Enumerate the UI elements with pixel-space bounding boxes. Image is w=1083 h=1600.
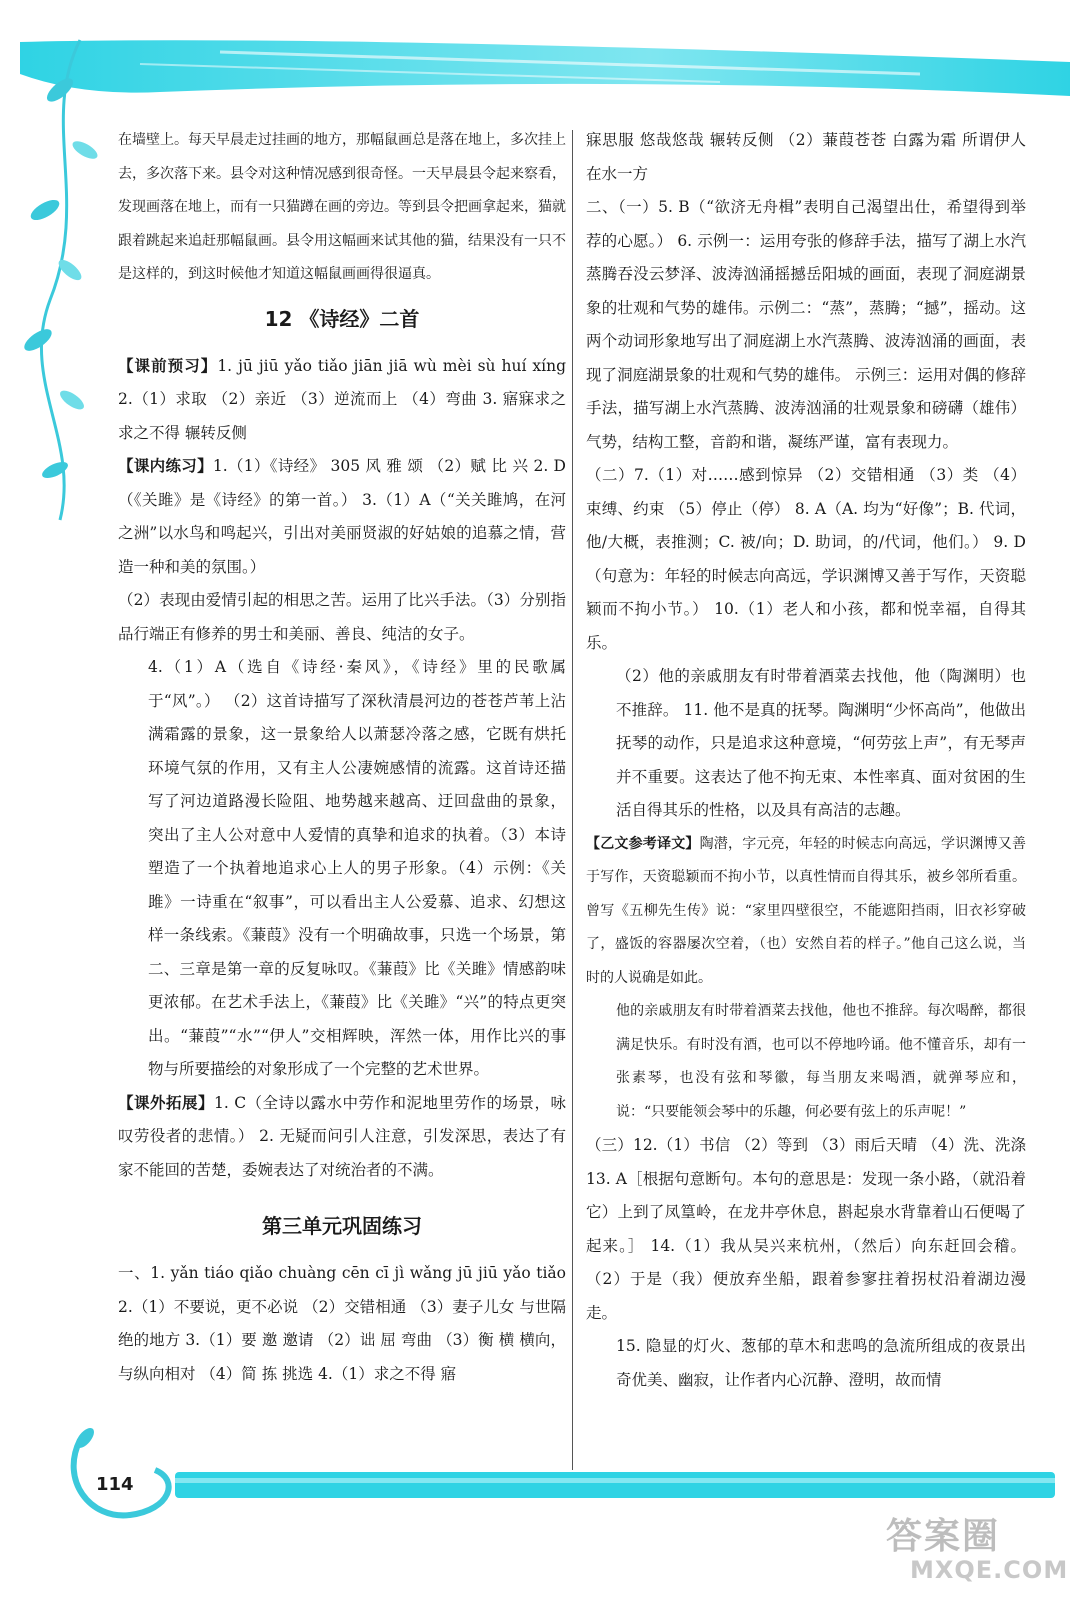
right-text-1: 寐思服 悠哉悠哉 辗转反侧 （2）蒹葭苍苍 白露为霜 所谓伊人 在水一方 xyxy=(586,131,1026,183)
watermark-logo xyxy=(880,1508,1070,1593)
left-column xyxy=(118,124,566,1391)
right-text-4: （2）他的亲戚朋友有时带着酒菜去找他，他（陶渊明）也不推辞。 11. 他不是真的抚琴。陶渊明“少怀高尚”，他做出抚琴的动作，只是追求这种意境，“何劳弦上声”，有无琴声并不重要。这表达了他不拘无束、本性率真、面对贫困的生活自得其乐的性格，以及具有高洁的志趣。 xyxy=(616,667,1026,819)
translation-tag: 【乙文参考译文】 xyxy=(586,835,700,852)
extension-text: 1. C（全诗以露水中劳作和泥地里劳作的场景，咏叹劳役者的悲情。） 2. 无疑而问引人注意，引发深思，表达了有家不能回的苦楚，委婉表达了对统治者的不满。 xyxy=(118,1093,566,1179)
unit-text: 一、1. yǎn tiáo qiǎo chuàng cēn cī jì wǎng jū jiū yǎo tiǎo 2.（1）不要说，更不必说 （2）交错相通 （3）妻子儿女 与世隔绝的地方 3.（1）要 邀 邀请 （2）诎 屈 弯曲 （3）衡 横 横向，与纵向相对 （4）简 拣 挑选 4.（1）求之不得 寤 xyxy=(118,1264,566,1383)
in-class-text-3: 4.（1）A（选自《诗经·秦风》，《诗经》里的民歌属于“风”。） （2）这首诗描写了深秋清晨河边的苍苍芦苇上沾满霜露的景象，这一景象给人以萧瑟冷落之感，它既有烘托环境气氛的作用，又有主人公凄婉感情的流露。这首诗还描写了河边道路漫长险阻、地势越来越高、迂回盘曲的景象，突出了主人公对意中人爱情的真挚和追求的执着。（3）本诗塑造了一个执着地追求心上人的男子形象。（4）示例：《关雎》一诗重在“叙事”，可以看出主人公爱慕、追求、幻想这样一条线索。《蒹葭》没有一个明确故事，只选一个场景，第二、三章是第一章的反复咏叹。《蒹葭》比《关雎》情感韵味更浓郁。在艺术手法上，《蒹葭》比《关雎》“兴”的特点更突出。“蒹葭”“水”“伊人”交相辉映，浑然一体，用作比兴的事物与所要描绘的对象形成了一个完整的艺术世界。 xyxy=(148,658,566,1078)
top-decorative-band xyxy=(20,34,1070,106)
unit-title: 第三单元巩固练习 xyxy=(262,1214,422,1238)
extension-tag: 【课外拓展】 xyxy=(118,1093,214,1112)
right-text-6: 15. 隐显的灯火、葱郁的草木和悲鸣的急流所组成的夜景出奇优美、幽寂，让作者内心沉静、澄明，故而情 xyxy=(616,1337,1026,1389)
column-divider xyxy=(572,130,573,1470)
page-number: 114 xyxy=(96,1474,134,1495)
vine-decoration xyxy=(0,0,120,560)
right-text-3: （二）7.（1）对……感到惊异 （2）交错相通 （3）类 （4）束缚、约束 （5）停止（停） 8. A（A. 均为“好像”；B. 代词，他/大概，表推测；C. 被/向；D. 助词，的/代词，他们。） 9. D（句意为：年轻的时候志向高远，学识渊博又善于写作，天资聪颖而不拘小节。） 10.（1）老人和小孩，都和悦幸福，自得其乐。 xyxy=(586,466,1026,652)
translation-text: 陶潜，字元亮，年轻的时候志向高远，学识渊博又善于写作，天资聪颖而不拘小节，以真性情而自得其乐，被乡邻所看重。曾写《五柳先生传》说：“家里四壁很空，不能遮阳挡雨，旧衣衫穿破了，盛饭的容器屡次空着，（也）安然自若的样子。”他自己这么说，当时的人说确是如此。 xyxy=(586,835,1027,986)
pre-study-text: 1. jū jiū yǎo tiǎo jiān jiā wù mèi sù huí xíng 2.（1）求取 （2）亲近 （3）逆流而上 （4）弯曲 3. 寤寐求之 求之不得 辗转反侧 xyxy=(118,356,566,442)
in-class-tag: 【课内练习】 xyxy=(118,457,213,475)
in-class-text: 1.（1）《诗经》 305 风 雅 颂 （2）赋 比 兴 2. D（《关雎》是《诗经》的第一首。） 3.（1）A（“关关雎鸠，在河之洲”以水鸟和鸣起兴，引出对美丽贤淑的好姑娘的追慕之情，营造一种和美的氛围。） xyxy=(118,457,566,576)
intro-paragraph: 在墙壁上。每天早晨走过挂画的地方，那幅鼠画总是落在地上，多次挂上去，多次落下来。县令对这种情况感到很奇怪。一天早晨县令起来察看，发现画落在地上，而有一只猫蹲在画的旁边。等到县令把画拿起来，猫就跟着跳起来追赶那幅鼠画。县令用这幅画来试其他的猫，结果没有一只不是这样的，到这时候他才知道这幅鼠画画得很逼真。 xyxy=(118,132,566,282)
pre-study-tag: 【课前预习】 xyxy=(118,356,218,375)
right-text-5: （三）12.（1）书信 （2）等到 （3）雨后天晴 （4）洗、洗涤 13. A［根据句意断句。本句的意思是：发现一条小路，（就沿着它）上到了凤篁岭，在龙井亭休息，斟起泉水背靠着山石便喝了起来。］ 14.（1）我从吴兴来杭州，（然后）向东赶回会稽。 （2）于是（我）便放弃坐船，跟着参寥拄着拐杖沿着湖边漫走。 xyxy=(586,1136,1026,1322)
lesson-title: 12 《诗经》二首 xyxy=(264,306,420,331)
in-class-text-2: （2）表现由爱情引起的相思之苦。运用了比兴手法。（3）分别指品行端正有修养的男士和美丽、善良、纯洁的女子。 xyxy=(118,591,566,643)
watermark-main-text: 答案圈 xyxy=(886,1516,1001,1557)
watermark-url-text: MXQE.COM xyxy=(910,1556,1069,1584)
footer-decorative-band xyxy=(175,1466,1055,1504)
right-column xyxy=(586,124,1026,1397)
translation-text-2: 他的亲戚朋友有时带着酒菜去找他，他也不推辞。每次喝醉，都很满足快乐。有时没有酒，也可以不停地吟诵。他不懂音乐，却有一张素琴，也没有弦和琴徽，每当朋友来喝酒，就弹琴应和，说：“只要能领会琴中的乐趣，何必要有弦上的乐声呢！” xyxy=(616,1003,1026,1120)
right-text-2: 二、（一）5. B（“欲济无舟楫”表明自己渴望出仕，希望得到举荐的心愿。） 6. 示例一：运用夸张的修辞手法，描写了湖上水汽蒸腾吞没云梦泽、波涛汹涌摇撼岳阳城的画面，表现了洞庭湖景象的壮观和气势的雄伟。示例二：“蒸”，蒸腾；“撼”，摇动。这两个动词形象地写出了洞庭湖上水汽蒸腾、波涛汹涌的画面，表现了洞庭湖景象的壮观和气势的雄伟。 示例三：运用对偶的修辞手法，描写湖上水汽蒸腾、波涛汹涌的壮观景象和磅礴（雄伟）气势，结构工整，音韵和谐，凝练严谨，富有表现力。 xyxy=(586,198,1026,451)
